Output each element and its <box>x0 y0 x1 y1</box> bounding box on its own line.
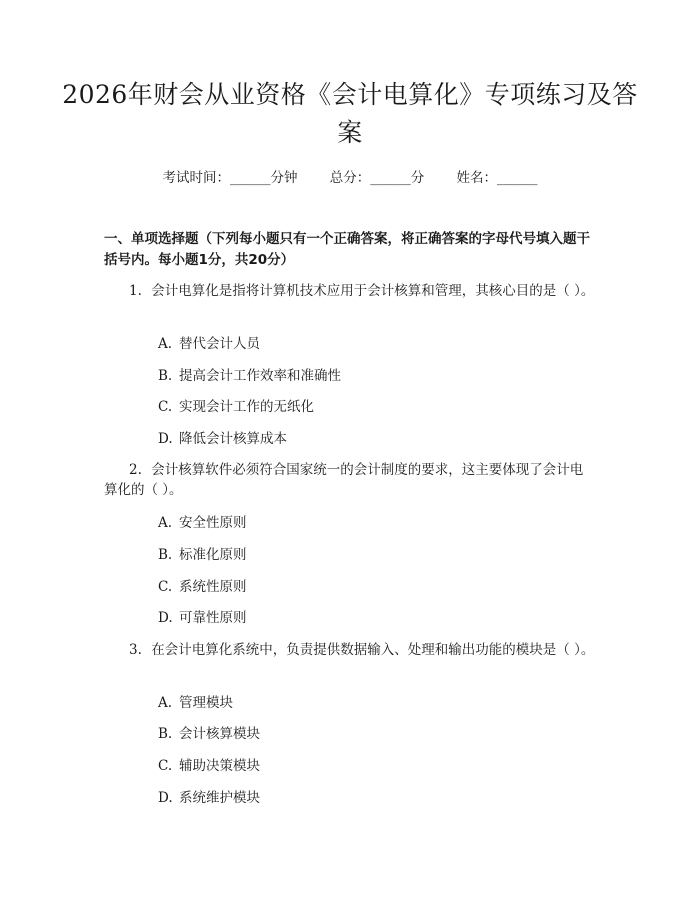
exam-time: 考试时间：______分钟 <box>162 170 298 186</box>
option-label: B. <box>158 726 173 742</box>
exam-name: 姓名：______ <box>456 170 538 186</box>
option-label: D. <box>158 610 173 626</box>
option-2d <box>158 608 247 628</box>
option-3b <box>158 724 260 744</box>
section-heading: 一、单项选择题（下列每小题只有一个正确答案，将正确答案的字母代号填入题干括号内。每小题1分，共20分） <box>104 231 590 268</box>
option-label: C. <box>158 758 173 774</box>
option-label: A. <box>158 336 173 352</box>
question-stem: 在会计电算化系统中，负责提供数据输入、处理和输出功能的模块是（ ）。 <box>151 642 595 658</box>
option-text: 安全性原则 <box>179 515 247 531</box>
question-stem: 会计电算化是指将计算机技术应用于会计核算和管理，其核心目的是（ ）。 <box>151 283 595 299</box>
option-label: D. <box>158 790 173 806</box>
exam-meta <box>0 168 700 188</box>
option-label: B. <box>158 547 173 563</box>
question-number: 3. <box>129 642 142 658</box>
option-3a <box>158 693 233 713</box>
option-label: A. <box>158 515 173 531</box>
option-2b <box>158 545 247 565</box>
option-1d <box>158 429 287 449</box>
option-text: 辅助决策模块 <box>179 758 260 774</box>
option-label: C. <box>158 399 173 415</box>
option-text: 降低会计核算成本 <box>179 431 287 447</box>
option-label: C. <box>158 579 173 595</box>
question-stem: 会计核算软件必须符合国家统一的会计制度的要求，这主要体现了会计电算化的（ ）。 <box>104 462 584 498</box>
question-3 <box>104 640 596 660</box>
option-text: 可靠性原则 <box>179 610 247 626</box>
option-1a <box>158 334 260 354</box>
option-3d <box>158 788 260 808</box>
option-1b <box>158 366 341 386</box>
option-1c <box>158 397 314 417</box>
option-label: B. <box>158 368 173 384</box>
option-label: A. <box>158 695 173 711</box>
question-number: 1. <box>129 283 142 299</box>
question-number: 2. <box>129 462 142 478</box>
question-2 <box>104 460 596 500</box>
option-2c <box>158 577 247 597</box>
option-text: 实现会计工作的无纸化 <box>179 399 314 415</box>
option-text: 系统维护模块 <box>179 790 260 806</box>
option-text: 提高会计工作效率和准确性 <box>179 368 341 384</box>
exam-total-score: 总分：______分 <box>329 170 425 186</box>
option-label: D. <box>158 431 173 447</box>
option-text: 管理模块 <box>179 695 233 711</box>
option-text: 系统性原则 <box>179 579 247 595</box>
option-text: 标准化原则 <box>179 547 247 563</box>
option-3c <box>158 756 260 776</box>
option-2a <box>158 513 247 533</box>
option-text: 会计核算模块 <box>179 726 260 742</box>
question-1 <box>104 281 596 301</box>
document-title: 2026年财会从业资格《会计电算化》专项练习及答案 <box>62 80 638 147</box>
option-text: 替代会计人员 <box>179 336 260 352</box>
